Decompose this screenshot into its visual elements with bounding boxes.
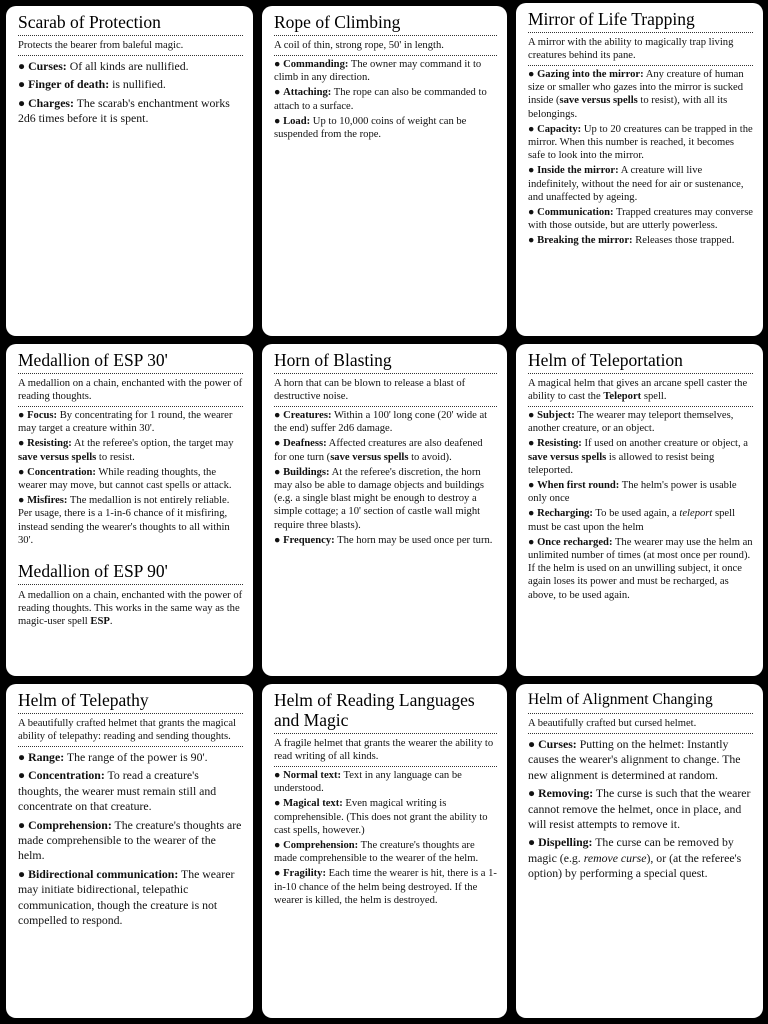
card-title: Helm of Teleportation xyxy=(528,350,753,374)
card-item: ● Capacity: Up to 20 creatures can be trapped in the mirror. When this number is reached, it becomes safe to look into the mirror. xyxy=(528,123,753,162)
card-item: ● Fragility: Each time the wearer is hit, there is a 1-in-10 chance of the helm being destroyed. If the wearer is killed, the helm is destroyed. xyxy=(274,868,497,906)
card-mirror-of-life-trapping xyxy=(516,3,763,336)
card-item: ● Resisting: At the referee's option, the target may save versus spells to resist. xyxy=(18,438,234,463)
card-item: ● Concentration: While reading thoughts, the wearer may move, but cannot cast spells or attack. xyxy=(18,466,232,492)
card-description: A magical helm that gives an arcane spell caster the ability to cast the Teleport spell. xyxy=(528,377,753,407)
card-title: Medallion of ESP 30' xyxy=(18,350,243,374)
card-description: A coil of thin, strong rope, 50' in length. xyxy=(274,39,497,56)
card-title: Rope of Climbing xyxy=(274,12,497,36)
card-helm-of-telepathy xyxy=(6,684,253,1018)
card-item: ● Focus: By concentrating for 1 round, the wearer may target a creature within 30'. xyxy=(18,410,233,435)
card-description: A horn that can be blown to release a blast of destructive noise. xyxy=(274,377,497,407)
card-item: ● Finger of death: is nullified. xyxy=(18,77,166,92)
card-item: ● Creatures: Within a 100' long cone (20' wide at the end) suffer 2d6 damage. xyxy=(274,410,488,435)
card-rope-of-climbing xyxy=(262,6,507,336)
card-helm-of-alignment-changing xyxy=(516,684,763,1018)
card-title: Mirror of Life Trapping xyxy=(528,9,753,33)
card-item: ● Subject: The wearer may teleport themselves, another creature, or an object. xyxy=(528,410,734,435)
card-title: Helm of Alignment Changing xyxy=(528,690,753,714)
card-item: ● Concentration: To read a creature's thoughts, the wearer must remain still and concentrate on that creature. xyxy=(18,768,217,814)
card-helm-of-reading-languages xyxy=(262,684,507,1018)
card-item: ● Load: Up to 10,000 coins of weight can be suspended from the rope. xyxy=(274,115,467,141)
card-description: A medallion on a chain, enchanted with the power of reading thoughts. xyxy=(18,377,243,407)
card-item: ● Buildings: At the referee's discretion, the horn may also be able to damage objects and buildings (e.g. a single blast might be enough to destroy a simple cottage; a 10' section of castle wall might require three blasts). xyxy=(274,466,485,531)
card-item: ● Comprehension: The creature's thoughts are made comprehensible to the wearer of the helm. xyxy=(18,817,242,863)
card-medallion-of-esp xyxy=(6,344,253,676)
card-title: Horn of Blasting xyxy=(274,350,497,374)
card-scarab-of-protection xyxy=(6,6,253,336)
card-description: A beautifully crafted but cursed helmet. xyxy=(528,717,753,734)
card-description: A mirror with the ability to magically trap living creatures behind its pane. xyxy=(528,36,753,66)
card-title: Scarab of Protection xyxy=(18,12,243,36)
card-sub-description: A medallion on a chain, enchanted with the power of reading thoughts. This works in the same way as the magic-user spell ESP. xyxy=(18,590,243,628)
card-item: ● Commanding: The owner may command it to climb in any direction. xyxy=(274,59,482,84)
card-item: ● Magical text: Even magical writing is comprehensible. (This does not grant the ability to cast spells, however.) xyxy=(274,798,488,836)
card-helm-of-teleportation xyxy=(516,344,763,676)
card-item: ● Removing: The curse is such that the wearer cannot remove the helmet, once in place, and will resist attempts to remove it. xyxy=(528,786,751,832)
card-item: ● Attaching: The rope can also be commanded to attach to a surface. xyxy=(274,87,487,112)
card-item: ● Normal text: Text in any language can be understood. xyxy=(274,770,462,795)
card-description: Protects the bearer from baleful magic. xyxy=(18,39,243,56)
card-item: ● Dispelling: The curse can be removed by magic (e.g. remove curse), or (at the referee's option) by performing a special quest. xyxy=(528,835,742,881)
card-subtitle: Medallion of ESP 90' xyxy=(18,561,243,585)
card-item: ● Recharging: To be used again, a teleport spell must be cast upon the helm xyxy=(528,508,736,533)
card-item: ● Breaking the mirror: Releases those trapped. xyxy=(528,235,735,247)
card-item: ● Frequency: The horn may be used once per turn. xyxy=(274,534,493,546)
card-item: ● Once recharged: The wearer may use the helm an unlimited number of times (at most once per round). If the helm is used on an unwilling subject, it once again loses its power and must be recharged, as above, to be used again. xyxy=(528,536,753,601)
card-item: ● Communication: Trapped creatures may converse with those outside, but are utterly powerless. xyxy=(528,207,754,232)
card-description: A fragile helmet that grants the wearer the ability to read writing of all kinds. xyxy=(274,737,497,767)
card-title: Helm of Telepathy xyxy=(18,690,243,714)
card-item: ● Misfires: The medallion is not entirely reliable. Per usage, there is a 1-in-6 chance of it misfiring, instead sending the wearer's thoughts to all within 30'. xyxy=(18,495,230,546)
card-description: A beautifully crafted helmet that grants the magical ability of telepathy: reading and sending thoughts. xyxy=(18,717,243,747)
card-item: ● When first round: The helm's power is usable only once xyxy=(528,480,737,505)
card-item: ● Curses: Putting on the helmet: Instantly causes the wearer's alignment to change. The new alignment is determined at random. xyxy=(528,737,741,782)
card-horn-of-blasting xyxy=(262,344,507,676)
card-item: ● Deafness: Affected creatures are also deafened for one turn (save versus spells to avoid). xyxy=(274,438,483,463)
card-item: ● Curses: Of all kinds are nullified. xyxy=(18,59,189,73)
card-item: ● Inside the mirror: A creature will live indefinitely, without the need for air or sustenance, and unaffected by ageing. xyxy=(528,165,744,203)
card-item: ● Comprehension: The creature's thoughts are made comprehensible to the wearer of the helm. xyxy=(274,840,479,865)
card-item: ● Range: The range of the power is 90'. xyxy=(18,750,208,764)
card-title: Helm of Reading Languages and Magic xyxy=(274,690,497,734)
card-item: ● Resisting: If used on another creature or object, a save versus spells is allowed to resist being teleported. xyxy=(528,438,748,476)
card-item: ● Gazing into the mirror: Any creature of human size or smaller who gazes into the mirror is sucked inside (save versus spells to resist), with all its belongings. xyxy=(528,69,744,120)
card-item: ● Charges: The scarab's enchantment works 2d6 times before it is spent. xyxy=(18,95,230,126)
card-item: ● Bidirectional communication: The wearer may initiate bidirectional, telepathic communication, though the creature is not compelled to respond. xyxy=(18,866,235,928)
